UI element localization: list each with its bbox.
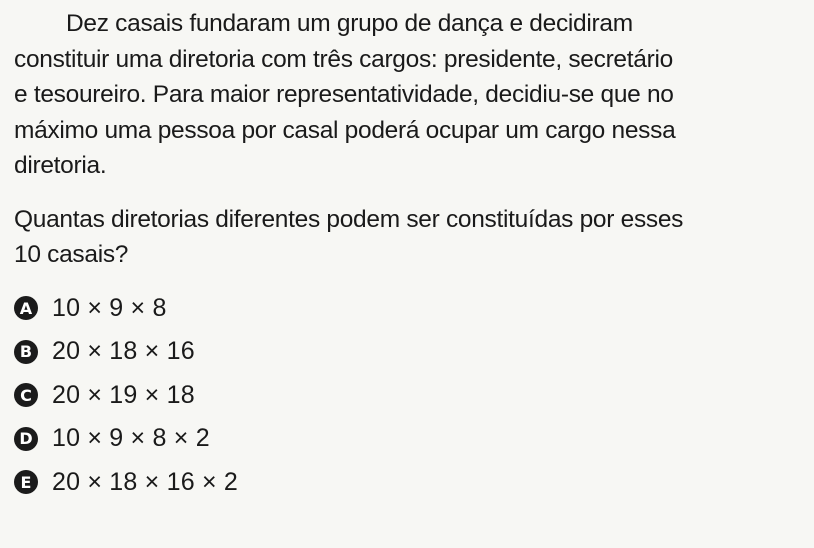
question-card bbox=[14, 6, 804, 504]
statement-line: e tesoureiro. Para maior representatividade, decidiu-se que no bbox=[14, 81, 674, 108]
option-d[interactable] bbox=[14, 417, 804, 461]
answer-options bbox=[14, 287, 804, 505]
question-prompt bbox=[14, 202, 804, 273]
option-text: 10 × 9 × 8 × 2 bbox=[52, 424, 210, 453]
option-text: 20 × 18 × 16 bbox=[52, 337, 195, 366]
statement-line: diretoria. bbox=[14, 152, 107, 179]
option-letter-badge: B bbox=[14, 340, 38, 364]
option-letter-badge: E bbox=[14, 470, 38, 494]
option-letter-badge: A bbox=[14, 296, 38, 320]
option-letter-badge: C bbox=[14, 383, 38, 407]
statement-line: constituir uma diretoria com três cargos: presidente, secretário bbox=[14, 45, 673, 73]
option-a[interactable] bbox=[14, 287, 804, 331]
option-text: 10 × 9 × 8 bbox=[52, 293, 167, 322]
question-line: 10 casais? bbox=[14, 241, 129, 268]
option-text: 20 × 18 × 16 × 2 bbox=[52, 467, 239, 496]
question-line: Quantas diretorias diferentes podem ser constituídas por esses bbox=[14, 205, 684, 233]
problem-statement bbox=[14, 6, 804, 184]
option-e[interactable] bbox=[14, 461, 804, 505]
option-b[interactable] bbox=[14, 330, 804, 374]
option-c[interactable] bbox=[14, 374, 804, 418]
option-letter-badge: D bbox=[14, 427, 38, 451]
option-text: 20 × 19 × 18 bbox=[52, 380, 195, 409]
statement-line: Dez casais fundaram um grupo de dança e decidiram bbox=[66, 10, 633, 37]
statement-line: máximo uma pessoa por casal poderá ocupar um cargo nessa bbox=[14, 116, 676, 144]
